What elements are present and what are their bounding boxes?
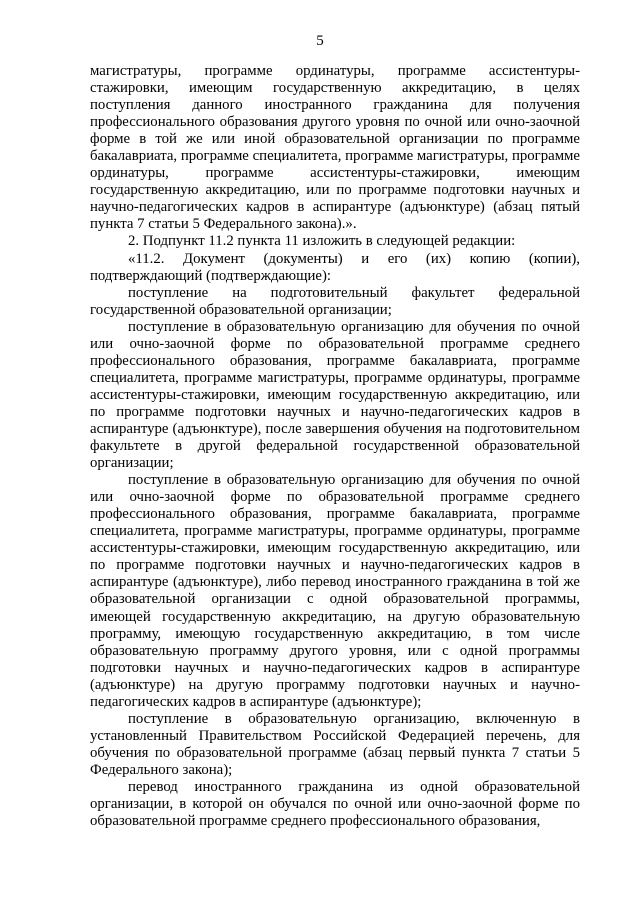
paragraph-subpoint-11-2: «11.2. Документ (документы) и его (их) копию (копии), подтверждающий (подтверждающие): <box>90 250 580 284</box>
page-number: 5 <box>316 33 324 49</box>
paragraph-item-transfer-between-organizations: перевод иностранного гражданина из одной образовательной организации, в которой он обучался по очной или очно-заочной форме по образовательной программе среднего профессионального образования, <box>90 778 580 830</box>
paragraph-item-admission-government-list: поступление в образовательную организацию, включенную в установленный Правительством Российской Федерацией перечень, для обучения по образовательной программе (абзац первый пункта 7 статьи 5 Федерального закона); <box>90 710 580 778</box>
paragraph-continuation: магистратуры, программе ординатуры, программе ассистентуры-стажировки, имеющим государственную аккредитацию, в целях поступления данного иностранного гражданина для получения профессионального образования другого уровня по очной или очно-заочной форме в той же или иной образовательной организации по программе бакалавриата, программе специалитета, программе магистратуры, программе ординатуры, программе ассистентуры-стажировки, имеющим государственную аккредитацию, или по программе подготовки научных и научно-педагогических кадров в аспирантуре (адъюнктуре) (абзац пятый пункта 7 статьи 5 Федерального закона).». <box>90 63 580 233</box>
paragraph-item-admission-or-transfer: поступление в образовательную организацию для обучения по очной или очно-заочной форме по образовательной программе среднего профессионального образования, программе бакалавриата, программе специалитета, программе магистратуры, программе ординатуры, программе ассистентуры-стажировки, имеющим государственную аккредитацию, или по программе подготовки научных и научно-педагогических кадров в аспирантуре (адъюнктуре), либо перевод иностранного гражданина в той же образовательной организации с одной образовательной программы, имеющей государственную аккредитацию, на другую образовательную программу, имеющую государственную аккредитацию, в том числе образовательную программу другого уровня, или с одной программы подготовки научных и научно-педагогических кадров в аспирантуре (адъюнктуре) на другую программу подготовки научных и научно-педагогических кадров в аспирантуре (адъюнктуре); <box>90 472 580 710</box>
document-body <box>90 63 580 830</box>
paragraph-item-admission-after-preparatory: поступление в образовательную организацию для обучения по очной или очно-заочной форме по образовательной программе среднего профессионального образования, программе бакалавриата, программе специалитета, программе магистратуры, программе ординатуры, программе ассистентуры-стажировки, имеющим государственную аккредитацию, или по программе подготовки научных и научно-педагогических кадров в аспирантуре (адъюнктуре), после завершения обучения на подготовительном факультете в другой федеральной государственной образовательной организации; <box>90 318 580 472</box>
paragraph-amendment-point-2: 2. Подпункт 11.2 пункта 11 изложить в следующей редакции: <box>128 233 516 250</box>
paragraph-item-preparatory-faculty: поступление на подготовительный факультет федеральной государственной образовательной организации; <box>90 284 580 318</box>
